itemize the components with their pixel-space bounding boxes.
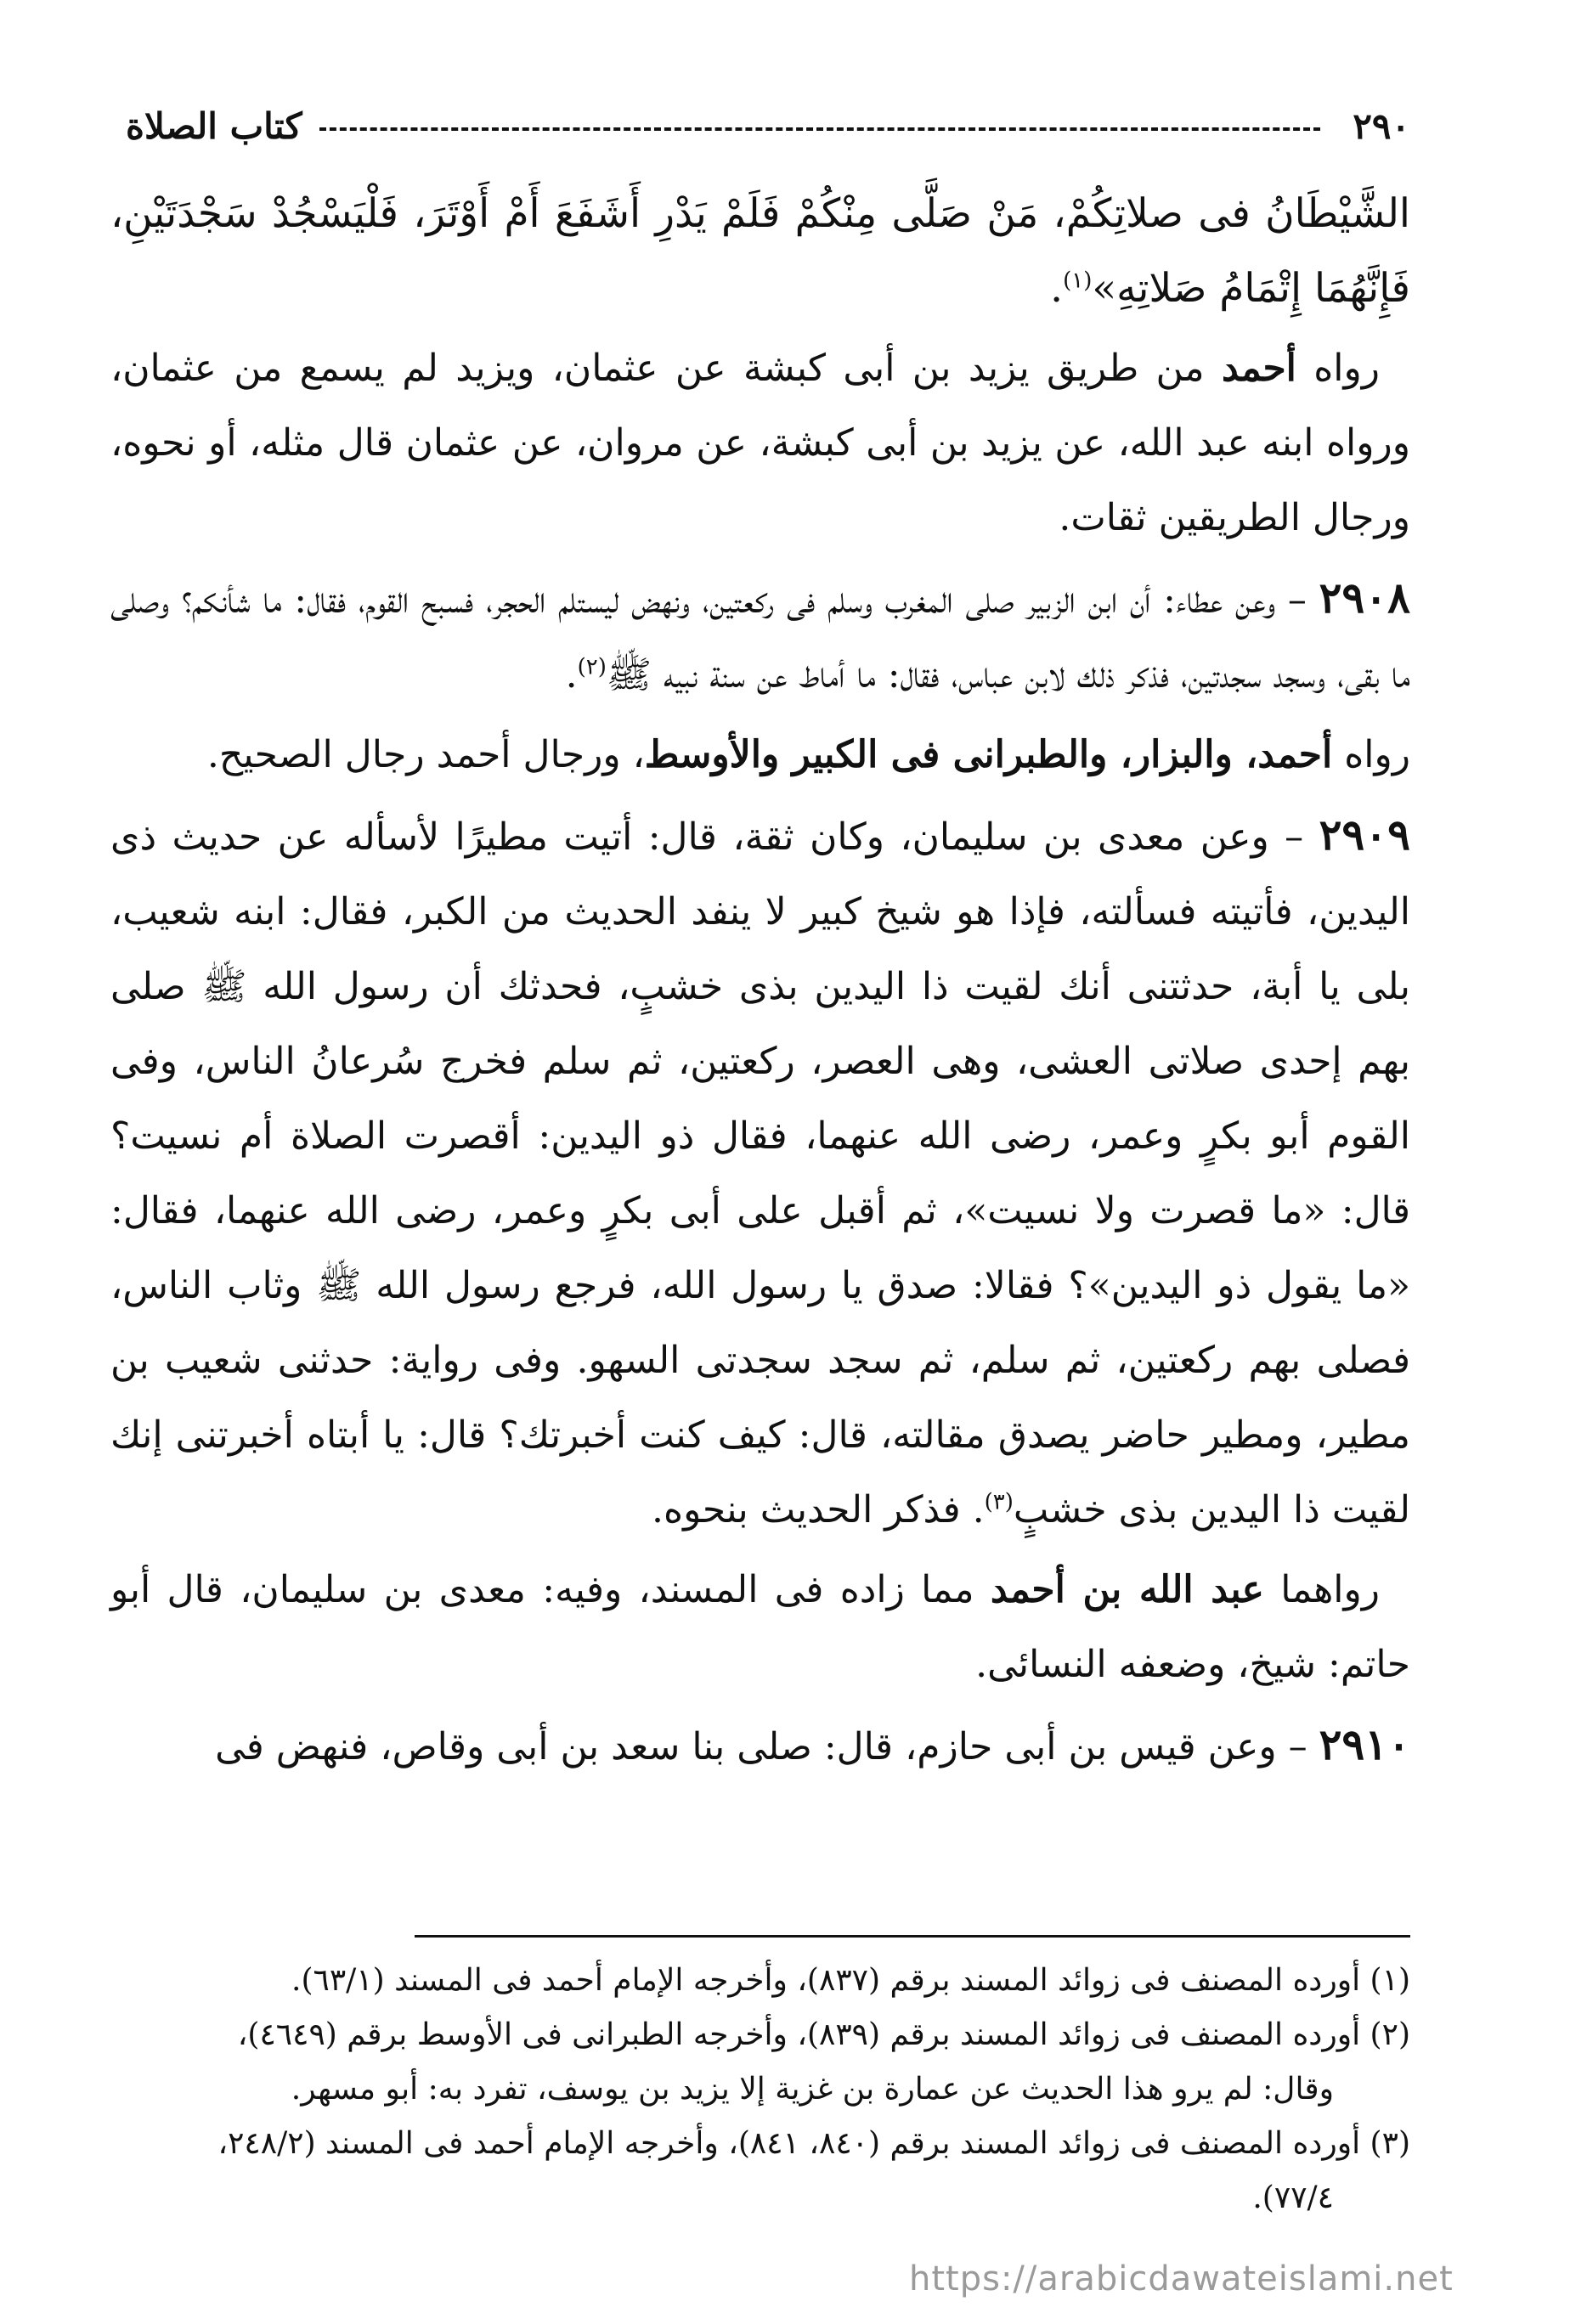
footnote-3-continuation: ٧٧/٤).	[1252, 2180, 1334, 2215]
footnote-3: (٣) أورده المصنف فى زوائد المسند برقم (٨٤٠، ٨٤١)، وأخرجه الإمام أحمد فى المسند (٢٤٨/٢،	[217, 2126, 1410, 2161]
footnote-2: (٢) أورده المصنف فى زوائد المسند برقم (٨٣٩)، وأخرجه الطبرانى فى الأوسط برقم (٤٦٤٩)،	[237, 2017, 1410, 2052]
page-number: ٢٩٠	[1353, 104, 1410, 147]
hadith-text: – وعن معدى بن سليمان، وكان ثقة، قال: أتيت مطيرًا لأسأله عن حديث ذى اليدين، فأتيته فسألته، فإذا هو شيخ كبير لا ينفد الحديث من الكبر، فقال: ابنه شعيب، بلى يا أبة، حدثتنى أنك لقيت ذا اليدين بذى خشبٍ، فحدثك أن رسول الله ﷺ صلى بهم إحدى صلاتى العشى، وهى العصر، ركعتين، ثم سلم فخرج سُرعانُ الناس، وفى القوم أبو بكرٍ وعمر، رضى الله عنهما، فقال ذو اليدين: أقصرت الصلاة أم نسيت؟ قال: «ما قصرت ولا نسيت»، ثم أقبل على أبى بكرٍ وعمر، رضى الله عنهما، فقال: «ما يقول ذو اليدين»؟ فقالا: صدق يا رسول الله، فرجع رسول الله ﷺ وثاب الناس، فصلى بهم ركعتين، ثم سلم، ثم سجد سجدتى السهو. وفى رواية: حدثنى شعيب بن مطير، ومطير حاضر يصدق مقالته، قال: كيف كنت أخبرتك؟ قال: يا أبتاه أخبرتنى إنك لقيت ذا اليدين بذى خشبٍ	[110, 815, 1410, 1531]
paragraph-end: .	[1050, 265, 1064, 312]
paragraph-text: الشَّيْطَانُ فى صلاتِكُمْ، مَنْ صَلَّى مِنْكُمْ فَلَمْ يَدْرِ أَشَفَعَ أَمْ أَوْتَرَ، فَلْيَسْجُدْ سَجْدَتَيْنِ، فَإِنَّهُمَا إِتْمَامُ صَلاتِهِ»	[110, 190, 1410, 312]
page-header	[126, 100, 1410, 151]
hadith-2908	[110, 561, 1410, 713]
footnote-1: (١) أورده المصنف فى زوائد المسند برقم (٨٣٧)، وأخرجه الإمام أحمد فى المسند (٦٣/١).	[291, 1963, 1410, 1998]
hadith-2910	[110, 1707, 1410, 1785]
narration-prefix: رواه	[1332, 733, 1410, 776]
narration-prefix: رواهما	[1263, 1568, 1380, 1611]
footnote-2-continuation: وقال: لم يرو هذا الحديث عن عمارة بن غزية إلا يزيد بن يوسف، تفرد به: أبو مسهر.	[291, 2072, 1334, 2107]
narration-text: من طريق يزيد بن أبى كبشة عن عثمان، ويزيد لم يسمع من عثمان، ورواه ابنه عبد الله، عن يزيد بن أبى كبشة، عن مروان، عن عثمان قال مثله، أو نحوه، ورجال الطريقين ثقات.	[110, 347, 1410, 539]
narration-note	[110, 718, 1410, 793]
narration-note	[110, 331, 1410, 556]
narrator-names: أحمد، والبزار، والطبرانى فى الكبير والأوسط	[644, 733, 1333, 776]
main-text	[110, 177, 1410, 1790]
narrator-name: أحمد	[1221, 347, 1296, 390]
footnote-ref: (٢)	[577, 654, 607, 680]
narrator-name: عبد الله بن أحمد	[990, 1568, 1264, 1611]
narration-note	[110, 1553, 1410, 1702]
narration-prefix: رواه	[1296, 347, 1380, 390]
hadith-2909	[110, 798, 1410, 1548]
hadith-text: – وعن عطاء: أن ابن الزبير صلى المغرب وسلم فى ركعتين، ونهض ليستلم الحجر، فسبح القوم، فقال: ما شأنكم؟ وصلى ما بقى، وسجد سجدتين، فذكر ذلك لابن عباس، فقال: ما أماط عن سنة نبيه ﷺ	[110, 578, 1410, 697]
paragraph-continuation	[110, 177, 1410, 326]
hadith-number: ٢٩١٠	[1319, 1719, 1410, 1769]
hadith-number: ٢٩٠٩	[1319, 809, 1410, 860]
chapter-title: كتاب الصلاة	[126, 104, 302, 147]
footnotes	[119, 1954, 1410, 2225]
narration-text: ، ورجال أحمد رجال الصحيح.	[206, 733, 645, 776]
hadith-number: ٢٩٠٨	[1319, 573, 1410, 623]
footnote-divider	[415, 1935, 1410, 1938]
hadith-text: – وعن قيس بن أبى حازم، قال: صلى بنا سعد بن أبى وقاص، فنهض فى	[215, 1725, 1319, 1768]
footnote-ref: (١)	[1063, 268, 1093, 294]
hadith-end: .	[565, 653, 578, 697]
source-watermark: https://arabicdawateislami.net	[909, 2259, 1454, 2299]
header-dashed-rule	[319, 127, 1321, 131]
hadith-end: . فذكر الحديث بنحوه.	[652, 1488, 985, 1531]
narration-text: مما زاده فى المسند، وفيه: معدى بن سليمان، قال أبو حاتم: شيخ، وضعفه النسائى.	[110, 1568, 1410, 1686]
footnote-ref: (٣)	[984, 1489, 1014, 1515]
